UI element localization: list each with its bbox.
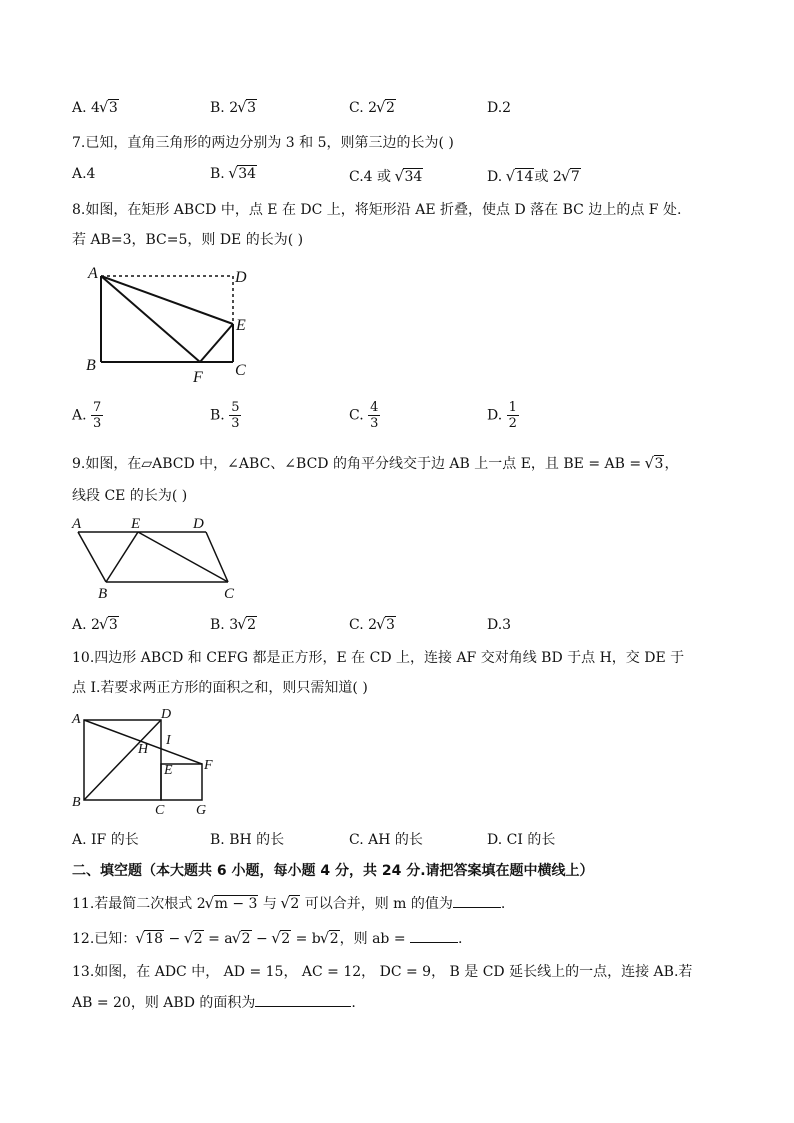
q10-label-a: A <box>72 712 81 727</box>
q10-label-f: F <box>204 758 213 773</box>
q9-figure <box>68 512 248 602</box>
q10-label-i: I <box>166 733 171 748</box>
q7-option-c: C.4 或 √ 34 <box>349 166 423 186</box>
q9-option-b: B. 3√ 2 <box>210 617 257 633</box>
q13-answer-blank[interactable] <box>255 992 351 1007</box>
q6-option-a: A. 4√ 3 <box>72 100 119 116</box>
q7-stem: 7.已知，直角三角形的两边分别为 3 和 5，则第三边的长为( ) <box>72 135 454 151</box>
q7-option-d: D. √ 14或 2√ 7 <box>487 166 581 186</box>
q9-option-c: C. 2√ 3 <box>349 617 396 633</box>
q10-option-a: A. IF 的长 <box>72 832 139 848</box>
q10-label-b: B <box>72 795 81 810</box>
q10-label-c: C <box>155 803 165 818</box>
q6-option-d: D.2 <box>487 100 512 116</box>
q10-figure <box>68 708 228 820</box>
q12-answer-blank[interactable] <box>410 928 458 943</box>
q10-label-d: D <box>161 708 172 722</box>
q9-stem-line2: 线段 CE 的长为( ) <box>72 488 188 504</box>
q9-label-a: A <box>72 516 82 532</box>
parallelogram-symbol-icon: ▱ <box>141 456 153 472</box>
q9-label-c: C <box>224 586 235 602</box>
q8-label-a: A <box>88 265 98 282</box>
q8-label-c: C <box>235 362 246 379</box>
q9-option-a: A. 2√ 3 <box>72 617 119 633</box>
q11-answer-blank[interactable] <box>453 893 501 908</box>
q12: 12.已知：√ 18 − √ 2 = a√ 2 − √ 2 = b√ 2，则 ab = . <box>72 928 462 948</box>
q6-option-c: C. 2√ 2 <box>349 100 396 116</box>
q9-option-d: D.3 <box>487 617 512 633</box>
q10-stem-line2: 点 I.若要求两正方形的面积之和，则只需知道( ) <box>72 680 368 696</box>
q10-option-c: C. AH 的长 <box>349 832 423 848</box>
q9-stem-line1: 9.如图，在▱ABCD 中，∠ABC、∠BCD 的角平分线交于边 AB 上一点 E，且 BE = AB = √ 3， <box>72 453 678 473</box>
q10-label-g: G <box>196 803 207 818</box>
q13-line1: 13.如图，在 ADC 中， AD = 15， AC = 12， DC = 9， B 是 CD 延长线上的一点，连接 AB.若 <box>72 964 693 980</box>
q10-option-d: D. CI 的长 <box>487 832 556 848</box>
q10-label-e: E <box>164 763 173 778</box>
q9-label-e: E <box>131 516 141 532</box>
q8-option-c: C. $\frac{4}{3}$ <box>349 400 379 431</box>
q8-option-d: D. $\frac{1}{2}$ <box>487 400 517 431</box>
q7-option-b: B. √ 34 <box>210 166 257 182</box>
section2-heading: 二、填空题（本大题共 6 小题，每小题 4 分，共 24 分.请把答案填在题中横线上） <box>72 863 594 879</box>
q8-label-b: B <box>86 357 96 374</box>
q11: 11.若最简二次根式 2√ m − 3 与 √ 2 可以合并，则 m 的值为 . <box>72 893 505 913</box>
q8-stem-line2: 若 AB=3，BC=5，则 DE 的长为( ) <box>72 232 304 248</box>
q9-label-d: D <box>193 516 204 532</box>
q8-stem-line1: 8.如图，在矩形 ABCD 中，点 E 在 DC 上，将矩形沿 AE 折叠，使点 D 落在 BC 边上的点 F 处. <box>72 202 682 218</box>
q8-option-a: A. $\frac{7}{3}$ <box>72 400 102 431</box>
q8-option-b: B. $\frac{5}{3}$ <box>210 400 240 431</box>
q8-figure <box>80 262 260 388</box>
q8-label-f: F <box>193 369 203 386</box>
q8-label-e: E <box>236 317 246 334</box>
q13-line2: AB = 20，则 ABD 的面积为 . <box>72 992 356 1012</box>
q6-option-b: B. 2√ 3 <box>210 100 257 116</box>
q10-stem-line1: 10.四边形 ABCD 和 CEFG 都是正方形，E 在 CD 上，连接 AF 交对角线 BD 于点 H，交 DE 于 <box>72 650 685 666</box>
q8-label-d: D <box>235 269 247 286</box>
q7-option-a: A.4 <box>72 166 96 182</box>
q10-label-h: H <box>138 742 149 757</box>
q10-option-b: B. BH 的长 <box>210 832 285 848</box>
q9-label-b: B <box>98 586 108 602</box>
